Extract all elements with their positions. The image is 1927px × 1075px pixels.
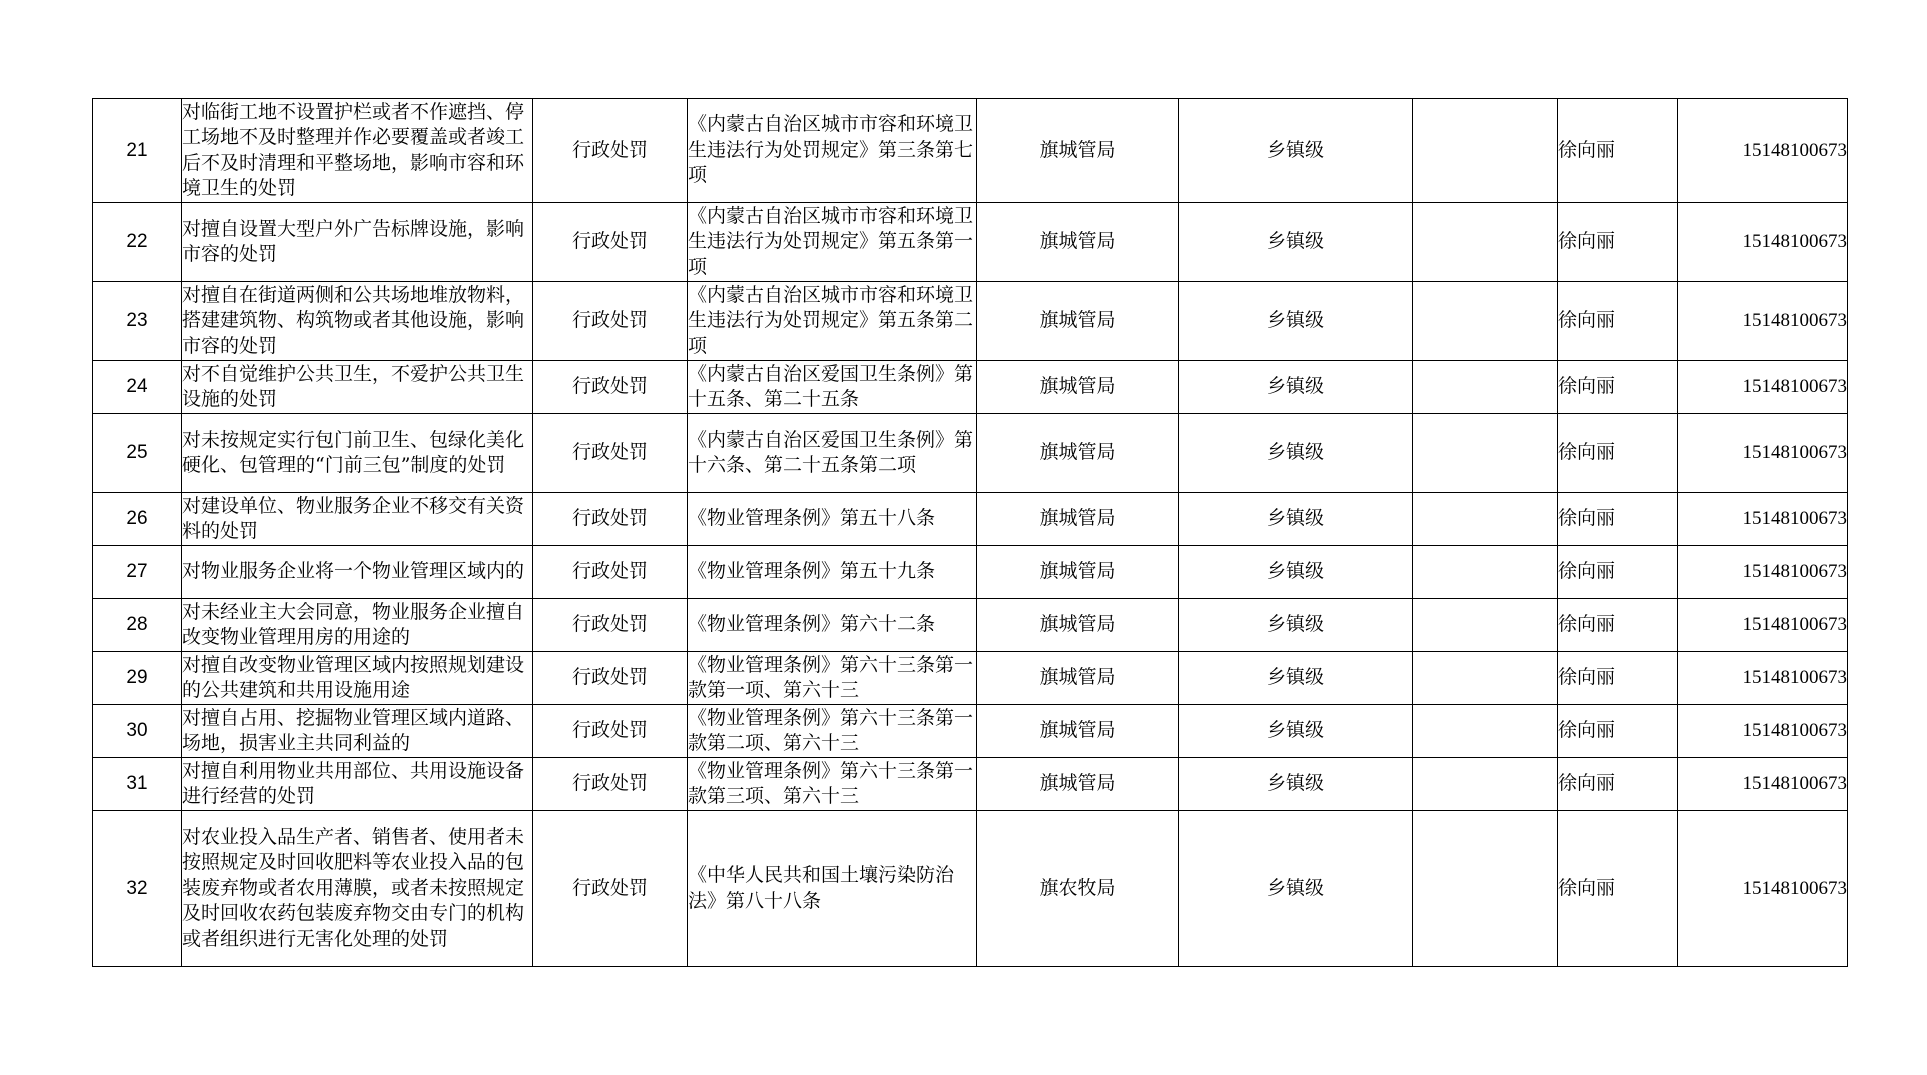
- item-type-text: 行政处罚: [571, 507, 648, 530]
- level-cell: [1179, 282, 1413, 361]
- contact-person-cell: [1558, 652, 1678, 705]
- empty-cell: [1413, 282, 1558, 361]
- legal-basis-text: 《物业管理条例》第六十三条第一款第二项、第六十三: [688, 706, 974, 754]
- legal-basis-cell: [688, 546, 977, 599]
- level-cell: [1179, 652, 1413, 705]
- empty-cell: [1413, 546, 1558, 599]
- item-name-cell: [182, 99, 533, 203]
- contact-phone-cell: [1678, 758, 1848, 811]
- level-cell: [1179, 493, 1413, 546]
- contact-person-text: 徐向丽: [1558, 375, 1616, 398]
- empty-cell: [1413, 99, 1558, 203]
- contact-person-text: 徐向丽: [1558, 666, 1616, 689]
- empty-cell: [1413, 203, 1558, 282]
- item-name-text: 对不自觉维护公共卫生，不爱护公共卫生设施的处罚: [182, 362, 525, 410]
- level-cell: [1179, 203, 1413, 282]
- contact-person-cell: [1558, 493, 1678, 546]
- contact-phone-text: 15148100673: [1742, 561, 1847, 583]
- department-text: 旗农牧局: [1039, 876, 1116, 899]
- item-type-text: 行政处罚: [571, 719, 648, 742]
- legal-basis-text: 《内蒙古自治区城市市容和环境卫生违法行为处罚规定》第三条第七项: [688, 113, 974, 187]
- table-row: [93, 203, 1848, 282]
- department-cell: [977, 758, 1179, 811]
- item-name-cell: [182, 414, 533, 493]
- legal-basis-text: 《内蒙古自治区爱国卫生条例》第十五条、第二十五条: [688, 362, 974, 410]
- department-cell: [977, 546, 1179, 599]
- item-name-cell: [182, 282, 533, 361]
- contact-person-text: 徐向丽: [1558, 613, 1616, 636]
- contact-person-cell: [1558, 282, 1678, 361]
- contact-person-text: 徐向丽: [1558, 230, 1616, 253]
- contact-person-text: 徐向丽: [1558, 309, 1616, 332]
- legal-basis-text: 《物业管理条例》第六十三条第一款第三项、第六十三: [688, 759, 974, 807]
- item-name-cell: [182, 599, 533, 652]
- row-number: 26: [126, 508, 148, 530]
- legal-basis-cell: [688, 99, 977, 203]
- row-number: 24: [126, 376, 148, 398]
- level-text: 乡镇级: [1266, 613, 1324, 636]
- legal-basis-cell: [688, 758, 977, 811]
- row-number: [93, 811, 182, 967]
- item-type-cell: [533, 414, 688, 493]
- table-row: [93, 599, 1848, 652]
- item-name-text: 对农业投入品生产者、销售者、使用者未按照规定及时回收肥料等农业投入品的包装废弃物或者农用薄膜，或者未按照规定及时回收农药包装废弃物交由专门的机构或者组织进行无害化处理的处罚: [182, 825, 525, 950]
- department-text: 旗城管局: [1039, 309, 1116, 332]
- legal-basis-cell: [688, 203, 977, 282]
- contact-person-text: 徐向丽: [1558, 138, 1616, 161]
- item-type-text: 行政处罚: [571, 613, 648, 636]
- row-number: [93, 705, 182, 758]
- item-name-cell: [182, 652, 533, 705]
- row-number: [93, 652, 182, 705]
- table-row: [93, 282, 1848, 361]
- contact-person-text: 徐向丽: [1558, 441, 1616, 464]
- contact-phone-cell: [1678, 705, 1848, 758]
- department-text: 旗城管局: [1039, 772, 1116, 795]
- level-cell: [1179, 99, 1413, 203]
- legal-basis-text: 《内蒙古自治区爱国卫生条例》第十六条、第二十五条第二项: [688, 428, 974, 476]
- department-text: 旗城管局: [1039, 719, 1116, 742]
- contact-person-cell: [1558, 758, 1678, 811]
- item-type-cell: [533, 493, 688, 546]
- row-number: 28: [126, 614, 148, 636]
- department-cell: [977, 361, 1179, 414]
- item-type-text: 行政处罚: [571, 441, 648, 464]
- legal-basis-text: 《内蒙古自治区城市市容和环境卫生违法行为处罚规定》第五条第二项: [688, 283, 974, 357]
- department-cell: [977, 652, 1179, 705]
- item-type-text: 行政处罚: [571, 560, 648, 583]
- level-text: 乡镇级: [1266, 507, 1324, 530]
- item-type-text: 行政处罚: [571, 666, 648, 689]
- contact-person-text: 徐向丽: [1558, 719, 1616, 742]
- row-number: [93, 282, 182, 361]
- department-cell: [977, 599, 1179, 652]
- contact-phone-cell: [1678, 493, 1848, 546]
- row-number: 30: [126, 720, 148, 742]
- empty-cell: [1413, 599, 1558, 652]
- legal-basis-cell: [688, 705, 977, 758]
- contact-phone-text: 15148100673: [1742, 376, 1847, 398]
- department-cell: [977, 414, 1179, 493]
- department-text: 旗城管局: [1039, 441, 1116, 464]
- level-text: 乡镇级: [1266, 876, 1324, 899]
- contact-person-cell: [1558, 599, 1678, 652]
- contact-phone-text: 15148100673: [1742, 310, 1847, 332]
- level-cell: [1179, 758, 1413, 811]
- contact-person-cell: [1558, 361, 1678, 414]
- row-number: [93, 599, 182, 652]
- department-cell: [977, 811, 1179, 967]
- table-row: [93, 361, 1848, 414]
- row-number: [93, 758, 182, 811]
- legal-basis-text: 《中华人民共和国土壤污染防治法》第八十八条: [688, 864, 955, 912]
- legal-basis-cell: [688, 652, 977, 705]
- item-type-cell: [533, 361, 688, 414]
- row-number: [93, 361, 182, 414]
- item-type-cell: [533, 203, 688, 282]
- contact-phone-cell: [1678, 361, 1848, 414]
- item-type-text: 行政处罚: [571, 375, 648, 398]
- item-type-cell: [533, 99, 688, 203]
- table-row: [93, 652, 1848, 705]
- contact-phone-text: 15148100673: [1742, 773, 1847, 795]
- table-row: [93, 546, 1848, 599]
- row-number: [93, 546, 182, 599]
- contact-person-text: 徐向丽: [1558, 507, 1616, 530]
- row-number: 31: [126, 773, 148, 795]
- contact-phone-text: 15148100673: [1742, 720, 1847, 742]
- contact-phone-cell: [1678, 99, 1848, 203]
- legal-basis-cell: [688, 361, 977, 414]
- item-name-cell: [182, 758, 533, 811]
- item-type-text: 行政处罚: [571, 230, 648, 253]
- row-number: 22: [126, 231, 148, 253]
- table-row: [93, 414, 1848, 493]
- contact-person-cell: [1558, 414, 1678, 493]
- item-type-text: 行政处罚: [571, 309, 648, 332]
- contact-person-cell: [1558, 811, 1678, 967]
- legal-basis-cell: [688, 282, 977, 361]
- item-name-text: 对建设单位、物业服务企业不移交有关资料的处罚: [182, 494, 525, 542]
- empty-cell: [1413, 414, 1558, 493]
- contact-person-cell: [1558, 705, 1678, 758]
- item-name-text: 对擅自改变物业管理区域内按照规划建设的公共建筑和共用设施用途: [182, 653, 525, 701]
- department-text: 旗城管局: [1039, 138, 1116, 161]
- item-type-cell: [533, 652, 688, 705]
- row-number: 25: [126, 442, 148, 464]
- item-name-text: 对擅自利用物业共用部位、共用设施设备进行经营的处罚: [182, 759, 525, 807]
- row-number: [93, 99, 182, 203]
- legal-basis-cell: [688, 599, 977, 652]
- item-name-text: 对临街工地不设置护栏或者不作遮挡、停工场地不及时整理并作必要覆盖或者竣工后不及时清理和平整场地，影响市容和环境卫生的处罚: [182, 100, 525, 199]
- level-text: 乡镇级: [1266, 719, 1324, 742]
- item-type-cell: [533, 758, 688, 811]
- table-row: [93, 811, 1848, 967]
- department-text: 旗城管局: [1039, 375, 1116, 398]
- level-text: 乡镇级: [1266, 138, 1324, 161]
- level-text: 乡镇级: [1266, 772, 1324, 795]
- row-number: 29: [126, 667, 148, 689]
- contact-phone-cell: [1678, 652, 1848, 705]
- department-cell: [977, 493, 1179, 546]
- contact-phone-text: 15148100673: [1742, 442, 1847, 464]
- legal-basis-text: 《物业管理条例》第六十三条第一款第一项、第六十三: [688, 653, 974, 701]
- row-number: 27: [126, 561, 148, 583]
- penalty-items-table: [92, 98, 1848, 967]
- level-text: 乡镇级: [1266, 375, 1324, 398]
- contact-phone-cell: [1678, 282, 1848, 361]
- contact-person-text: 徐向丽: [1558, 772, 1616, 795]
- legal-basis-cell: [688, 414, 977, 493]
- contact-phone-text: 15148100673: [1742, 877, 1847, 899]
- item-name-text: 对擅自在街道两侧和公共场地堆放物料，搭建建筑物、构筑物或者其他设施，影响市容的处罚: [182, 283, 525, 357]
- contact-phone-cell: [1678, 203, 1848, 282]
- item-name-text: 对擅自占用、挖掘物业管理区域内道路、场地，损害业主共同利益的: [182, 706, 525, 754]
- item-name-cell: [182, 361, 533, 414]
- contact-person-cell: [1558, 99, 1678, 203]
- legal-basis-text: 《物业管理条例》第六十二条: [688, 613, 936, 636]
- legal-basis-text: 《物业管理条例》第五十九条: [688, 560, 936, 583]
- contact-person-text: 徐向丽: [1558, 560, 1616, 583]
- table-row: [93, 705, 1848, 758]
- item-name-cell: [182, 705, 533, 758]
- item-name-cell: [182, 203, 533, 282]
- contact-phone-cell: [1678, 811, 1848, 967]
- item-name-text: 对未按规定实行包门前卫生、包绿化美化硬化、包管理的“门前三包”制度的处罚: [182, 428, 525, 476]
- contact-person-cell: [1558, 546, 1678, 599]
- row-number: 21: [126, 139, 148, 161]
- row-number: [93, 414, 182, 493]
- table-body: [93, 99, 1848, 967]
- department-text: 旗城管局: [1039, 613, 1116, 636]
- item-name-cell: [182, 546, 533, 599]
- legal-basis-cell: [688, 493, 977, 546]
- department-cell: [977, 99, 1179, 203]
- contact-phone-text: 15148100673: [1742, 508, 1847, 530]
- department-text: 旗城管局: [1039, 507, 1116, 530]
- department-text: 旗城管局: [1039, 666, 1116, 689]
- department-cell: [977, 282, 1179, 361]
- item-name-text: 对擅自设置大型户外广告标牌设施，影响市容的处罚: [182, 217, 525, 265]
- department-text: 旗城管局: [1039, 560, 1116, 583]
- empty-cell: [1413, 361, 1558, 414]
- item-name-text: 对未经业主大会同意，物业服务企业擅自改变物业管理用房的用途的: [182, 600, 525, 648]
- item-name-cell: [182, 811, 533, 967]
- item-type-cell: [533, 705, 688, 758]
- level-cell: [1179, 705, 1413, 758]
- item-type-cell: [533, 282, 688, 361]
- item-type-text: 行政处罚: [571, 876, 648, 899]
- level-text: 乡镇级: [1266, 309, 1324, 332]
- empty-cell: [1413, 811, 1558, 967]
- empty-cell: [1413, 758, 1558, 811]
- contact-person-text: 徐向丽: [1558, 876, 1616, 899]
- level-cell: [1179, 811, 1413, 967]
- row-number: 23: [126, 310, 148, 332]
- department-text: 旗城管局: [1039, 230, 1116, 253]
- contact-phone-text: 15148100673: [1742, 231, 1847, 253]
- level-text: 乡镇级: [1266, 560, 1324, 583]
- empty-cell: [1413, 493, 1558, 546]
- level-cell: [1179, 599, 1413, 652]
- department-cell: [977, 203, 1179, 282]
- level-cell: [1179, 414, 1413, 493]
- contact-phone-cell: [1678, 546, 1848, 599]
- contact-phone-text: 15148100673: [1742, 614, 1847, 636]
- item-type-cell: [533, 599, 688, 652]
- empty-cell: [1413, 705, 1558, 758]
- contact-phone-text: 15148100673: [1742, 139, 1847, 161]
- contact-person-cell: [1558, 203, 1678, 282]
- legal-basis-cell: [688, 811, 977, 967]
- level-text: 乡镇级: [1266, 230, 1324, 253]
- row-number: [93, 493, 182, 546]
- level-text: 乡镇级: [1266, 666, 1324, 689]
- item-type-text: 行政处罚: [571, 138, 648, 161]
- table-row: [93, 99, 1848, 203]
- item-name-text: 对物业服务企业将一个物业管理区域内的: [182, 560, 525, 583]
- level-cell: [1179, 546, 1413, 599]
- table-row: [93, 758, 1848, 811]
- contact-phone-cell: [1678, 414, 1848, 493]
- row-number: [93, 203, 182, 282]
- item-type-cell: [533, 546, 688, 599]
- level-cell: [1179, 361, 1413, 414]
- contact-phone-cell: [1678, 599, 1848, 652]
- item-type-text: 行政处罚: [571, 772, 648, 795]
- legal-basis-text: 《内蒙古自治区城市市容和环境卫生违法行为处罚规定》第五条第一项: [688, 204, 974, 278]
- item-type-cell: [533, 811, 688, 967]
- legal-basis-text: 《物业管理条例》第五十八条: [688, 507, 936, 530]
- table-row: [93, 493, 1848, 546]
- department-cell: [977, 705, 1179, 758]
- empty-cell: [1413, 652, 1558, 705]
- contact-phone-text: 15148100673: [1742, 667, 1847, 689]
- row-number: 32: [126, 877, 148, 899]
- item-name-cell: [182, 493, 533, 546]
- level-text: 乡镇级: [1266, 441, 1324, 464]
